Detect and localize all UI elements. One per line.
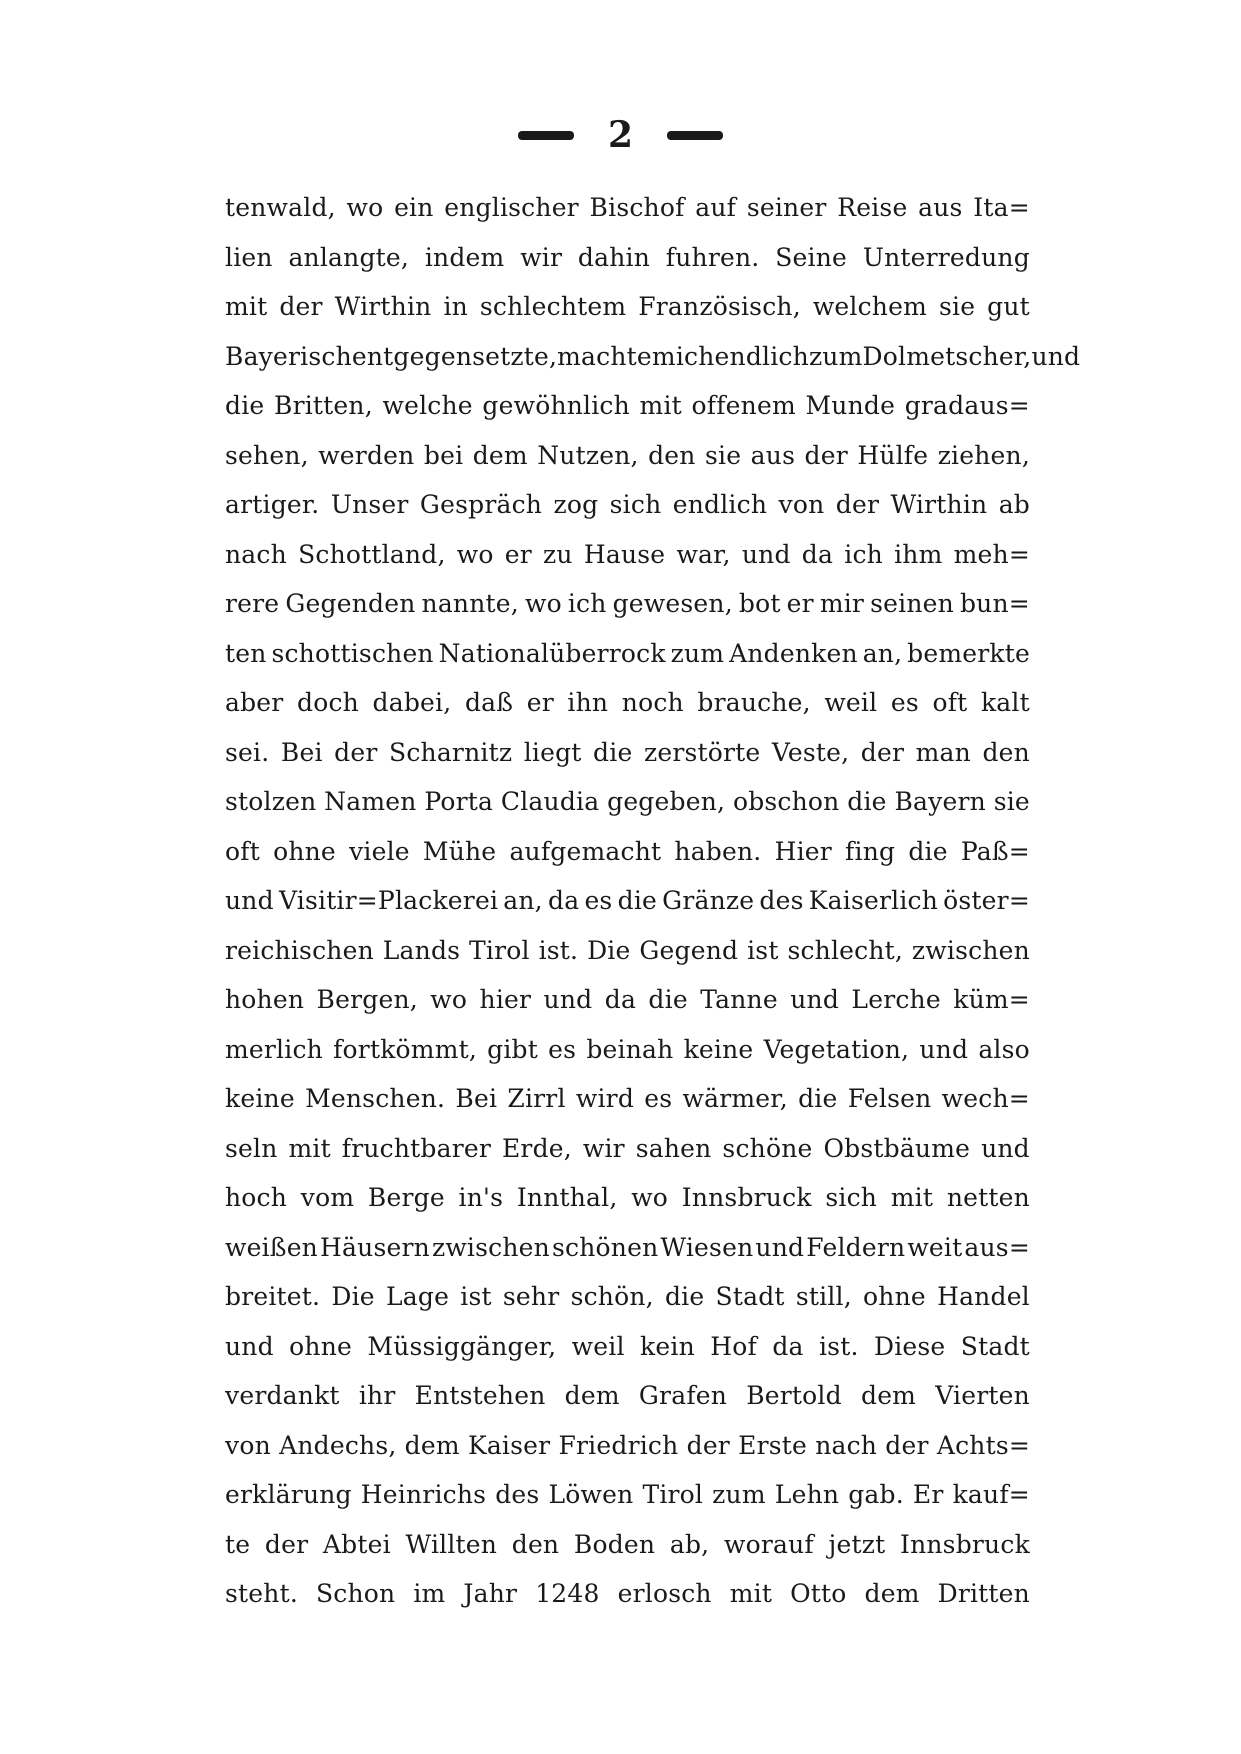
text-line: hoch vom Berge in's Innthal, wo Innsbruck sich mit netten <box>225 1183 1030 1212</box>
text-line: aber doch dabei, daß er ihn noch brauche, weil es oft kalt <box>225 688 1030 717</box>
text-line: rere Gegenden nannte, wo ich gewesen, bot er mir seinen bun= <box>225 589 1030 618</box>
text-line: artiger. Unser Gespräch zog sich endlich von der Wirthin ab <box>225 490 1030 519</box>
text-line: sei. Bei der Scharnitz liegt die zerstörte Veste, der man den <box>225 737 1030 767</box>
text-line: keine Menschen. Bei Zirrl wird es wärmer, die Felsen wech= <box>225 1084 1030 1113</box>
text-line: nach Schottland, wo er zu Hause war, und da ich ihm meh= <box>225 539 1030 569</box>
text-line: steht. Schon im Jahr 1248 erlosch mit Otto dem Dritten <box>225 1579 1030 1608</box>
text-line: merlich fortkömmt, gibt es beinah keine Vegetation, und also <box>225 1034 1030 1064</box>
left-dash-ornament <box>518 131 574 140</box>
text-line: sehen, werden bei dem Nutzen, den sie aus der Hülfe ziehen, <box>225 440 1030 470</box>
text-line: mit der Wirthin in schlechtem Französisch, welchem sie gut <box>225 292 1030 321</box>
text-line: reichischen Lands Tirol ist. Die Gegend ist schlecht, zwischen <box>225 935 1030 965</box>
text-line: seln mit fruchtbarer Erde, wir sahen schöne Obstbäume und <box>225 1133 1030 1163</box>
text-line: te der Abtei Willten den Boden ab, worauf jetzt Innsbruck <box>225 1529 1030 1559</box>
text-line: und Visitir=Plackerei an, da es die Gränze des Kaiserlich öster= <box>225 886 1030 915</box>
text-line: erklärung Heinrichs des Löwen Tirol zum Lehn gab. Er kauf= <box>225 1480 1030 1509</box>
right-dash-ornament <box>667 131 723 140</box>
text-line: hohen Bergen, wo hier und da die Tanne und Lerche küm= <box>225 985 1030 1014</box>
text-line: weißen Häusern zwischen schönen Wiesen und Feldern weit aus= <box>225 1232 1030 1262</box>
body-text <box>225 183 1081 1619</box>
page-number: 2 <box>607 114 634 156</box>
text-line: von Andechs, dem Kaiser Friedrich der Erste nach der Achts= <box>225 1430 1030 1460</box>
page-header <box>0 110 1241 160</box>
text-line: lien anlangte, indem wir dahin fuhren. Seine Unterredung <box>225 242 1030 272</box>
text-line: ten schottischen Nationalüberrock zum Andenken an, bemerkte <box>225 638 1030 668</box>
text-line: tenwald, wo ein englischer Bischof auf seiner Reise aus Ita= <box>225 193 1030 222</box>
text-line: Bayerisch entgegen setzte, machte mich endlich zum Dolmetscher, und <box>225 341 1081 371</box>
text-line: und ohne Müssiggänger, weil kein Hof da ist. Diese Stadt <box>225 1331 1030 1361</box>
text-line: stolzen Namen Porta Claudia gegeben, obschon die Bayern sie <box>225 787 1030 816</box>
text-line: die Britten, welche gewöhnlich mit offenem Munde gradaus= <box>225 391 1030 420</box>
text-line: verdankt ihr Entstehen dem Grafen Bertold dem Vierten <box>225 1381 1030 1410</box>
text-line: oft ohne viele Mühe aufgemacht haben. Hier fing die Paß= <box>225 836 1030 866</box>
text-line: breitet. Die Lage ist sehr schön, die Stadt still, ohne Handel <box>225 1282 1030 1311</box>
